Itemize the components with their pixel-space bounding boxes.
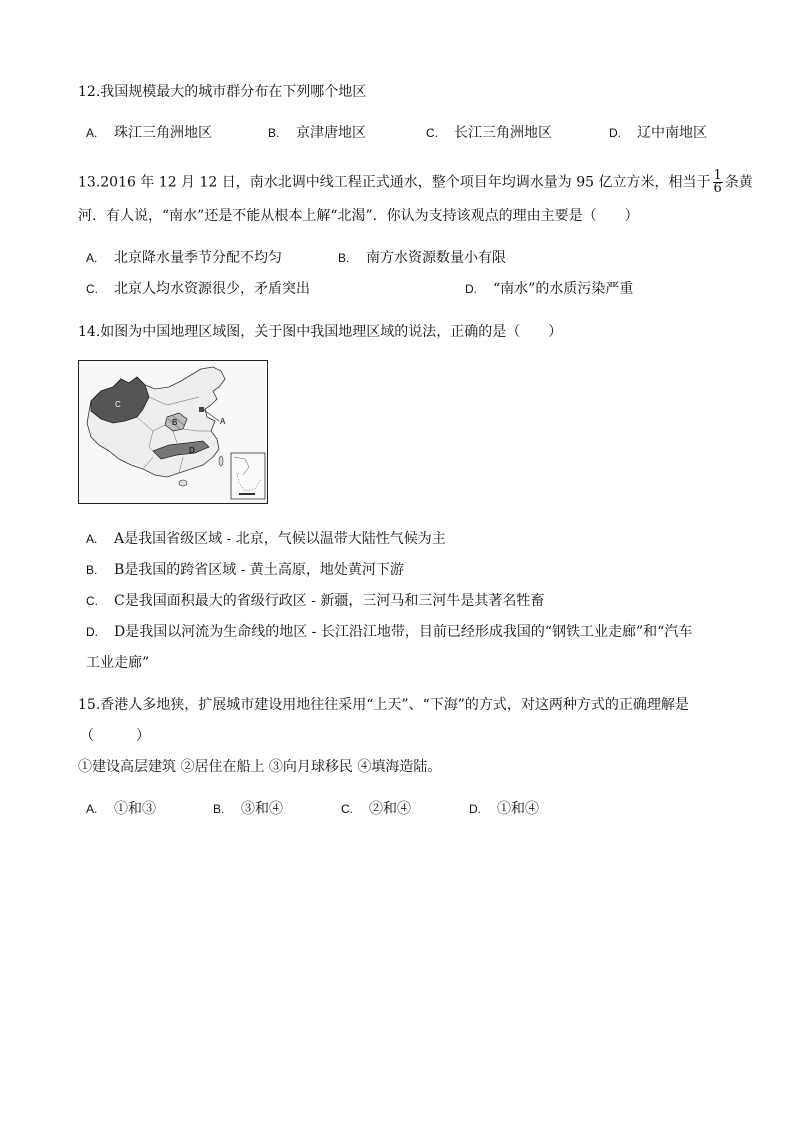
hainan-island xyxy=(179,480,187,486)
option-letter: C. xyxy=(86,282,98,296)
inset-scale-bar xyxy=(239,493,255,495)
option-letter: D. xyxy=(469,802,481,816)
option-text: 京津唐地区 xyxy=(296,125,366,141)
q12-option-a[interactable] xyxy=(86,123,212,143)
option-letter: B. xyxy=(268,126,280,140)
fraction-numerator: 1 xyxy=(713,168,722,183)
taiwan-island xyxy=(219,456,223,466)
option-letter: D. xyxy=(86,625,98,639)
south-sea-inset xyxy=(231,453,265,499)
option-text: B是我国的跨省区域 - 黄土高原，地处黄河下游 xyxy=(114,562,404,578)
option-letter: C. xyxy=(86,594,98,608)
q12-option-d[interactable] xyxy=(609,123,707,143)
question-15-statements: ①建设高层建筑 ②居住在船上 ③向月球移民 ④填海造陆。 xyxy=(78,759,442,775)
option-letter: B. xyxy=(338,251,350,265)
question-13-stem-line2: 河．有人说，“南水”还是不能从根本上解“北渴”．你认为支持该观点的理由主要是（ ） xyxy=(78,208,639,224)
q15-option-b[interactable] xyxy=(213,799,283,819)
question-14-stem: 14.如图为中国地理区域图，关于图中我国地理区域的说法，正确的是（ ） xyxy=(78,324,563,340)
option-letter: D. xyxy=(465,282,477,296)
option-text: 珠江三角洲地区 xyxy=(114,125,212,141)
q13-option-d[interactable] xyxy=(465,279,633,299)
china-outline xyxy=(87,367,225,477)
map-label-b: B xyxy=(172,418,178,427)
q15-option-d[interactable] xyxy=(469,799,539,819)
option-text: ①和④ xyxy=(497,801,539,817)
option-text: D是我国以河流为生命线的地区 - 长江沿江地带，目前已经形成我国的“钢铁工业走廊”和“汽车 xyxy=(114,624,693,640)
q13-option-a[interactable] xyxy=(86,248,282,268)
q13-stem-b: 条黄 xyxy=(724,174,753,191)
option-letter: A. xyxy=(86,251,98,265)
q12-option-c[interactable] xyxy=(426,123,552,143)
region-a-beijing xyxy=(199,407,204,412)
q12-option-b[interactable] xyxy=(268,123,366,143)
option-letter: D. xyxy=(609,126,621,140)
option-text: 南方水资源数量小有限 xyxy=(366,250,506,266)
fraction-one-sixth xyxy=(713,170,723,195)
map-label-c: C xyxy=(115,400,121,409)
china-map-graphic xyxy=(79,361,267,503)
q13-option-c[interactable] xyxy=(86,279,310,299)
option-letter: A. xyxy=(86,802,98,816)
q15-option-c[interactable] xyxy=(341,799,411,819)
option-letter: A. xyxy=(86,126,98,140)
china-region-map xyxy=(78,360,268,504)
question-15-stem: 15.香港人多地狭，扩展城市建设用地往往采用“上天”、“下海”的方式，对这两种方式的正确理解是 xyxy=(78,697,689,713)
map-label-a: A xyxy=(220,417,226,426)
option-text: 北京降水量季节分配不均匀 xyxy=(114,250,282,266)
option-letter: B. xyxy=(213,802,225,816)
option-text: 辽中南地区 xyxy=(637,125,707,141)
q13-option-b[interactable] xyxy=(338,248,506,268)
option-letter: C. xyxy=(341,802,353,816)
option-text: 北京人均水资源很少，矛盾突出 xyxy=(114,281,310,297)
option-letter: B. xyxy=(86,563,98,577)
option-letter: A. xyxy=(86,532,98,546)
question-12-stem: 12.我国规模最大的城市群分布在下列哪个地区 xyxy=(78,84,367,100)
option-text: ③和④ xyxy=(241,801,283,817)
question-13-stem-line1 xyxy=(78,170,753,195)
option-text: C是我国面积最大的省级行政区 - 新疆，三河马和三河牛是其著名牲畜 xyxy=(114,593,545,609)
q15-option-a[interactable] xyxy=(86,799,156,819)
fraction-denominator: 6 xyxy=(713,181,722,196)
option-letter: C. xyxy=(426,126,438,140)
q14-option-b[interactable] xyxy=(86,560,404,580)
q14-option-c[interactable] xyxy=(86,591,544,611)
map-label-d: D xyxy=(189,446,195,455)
q14-option-a[interactable] xyxy=(86,529,446,549)
option-text: “南水”的水质污染严重 xyxy=(493,281,634,297)
q14-option-d-continued: 工业走廊” xyxy=(86,655,150,671)
q14-option-d[interactable] xyxy=(86,622,692,642)
question-15-stem-line2: （ ） xyxy=(80,728,150,744)
option-text: ①和③ xyxy=(114,801,156,817)
q13-stem-a: 13.2016 年 12 月 12 日，南水北调中线工程正式通水，整个项目年均调水量为 95 亿立方米，相当于 xyxy=(78,174,711,191)
option-text: A是我国省级区域 - 北京，气候以温带大陆性气候为主 xyxy=(114,531,446,547)
option-text: ②和④ xyxy=(369,801,411,817)
option-text: 长江三角洲地区 xyxy=(454,125,552,141)
